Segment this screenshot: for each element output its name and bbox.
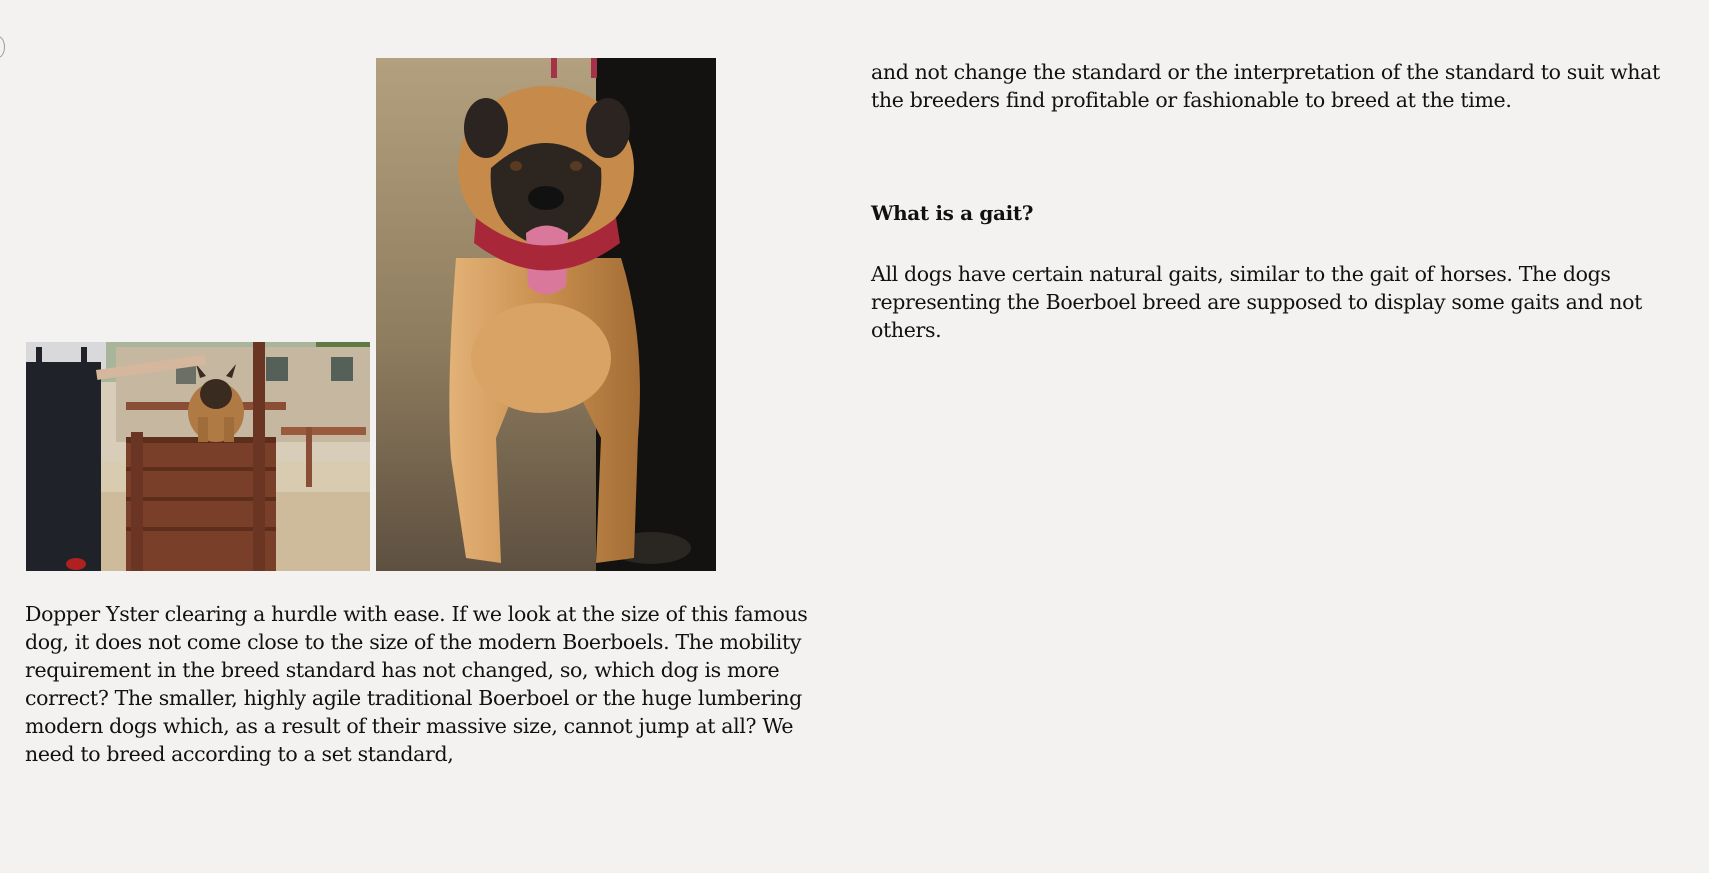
page-edge-mark	[0, 36, 5, 58]
section-heading: What is a gait?	[871, 201, 1034, 225]
continuation-paragraph: and not change the standard or the interpretation of the standard to suit what the breeders find profitable or fashionable to breed at the time.	[871, 60, 1660, 112]
right-column	[871, 58, 1691, 344]
gait-paragraph: All dogs have certain natural gaits, similar to the gait of horses. The dogs representing the Boerboel breed are supposed to display some gaits and not others.	[871, 262, 1643, 342]
hurdle-photo	[26, 342, 370, 571]
photo-caption: Dopper Yster clearing a hurdle with ease. If we look at the size of this famous dog, it does not come close to the size of the modern Boerboels. The mobility requirement in the breed standard has not changed, so, which dog is more correct? The smaller, highly agile traditional Boerboel or the huge lumbering modern dogs which, as a result of their massive size, cannot jump at all? We need to breed according to a set standard,	[25, 602, 808, 766]
standing-dog-photo	[376, 58, 716, 571]
